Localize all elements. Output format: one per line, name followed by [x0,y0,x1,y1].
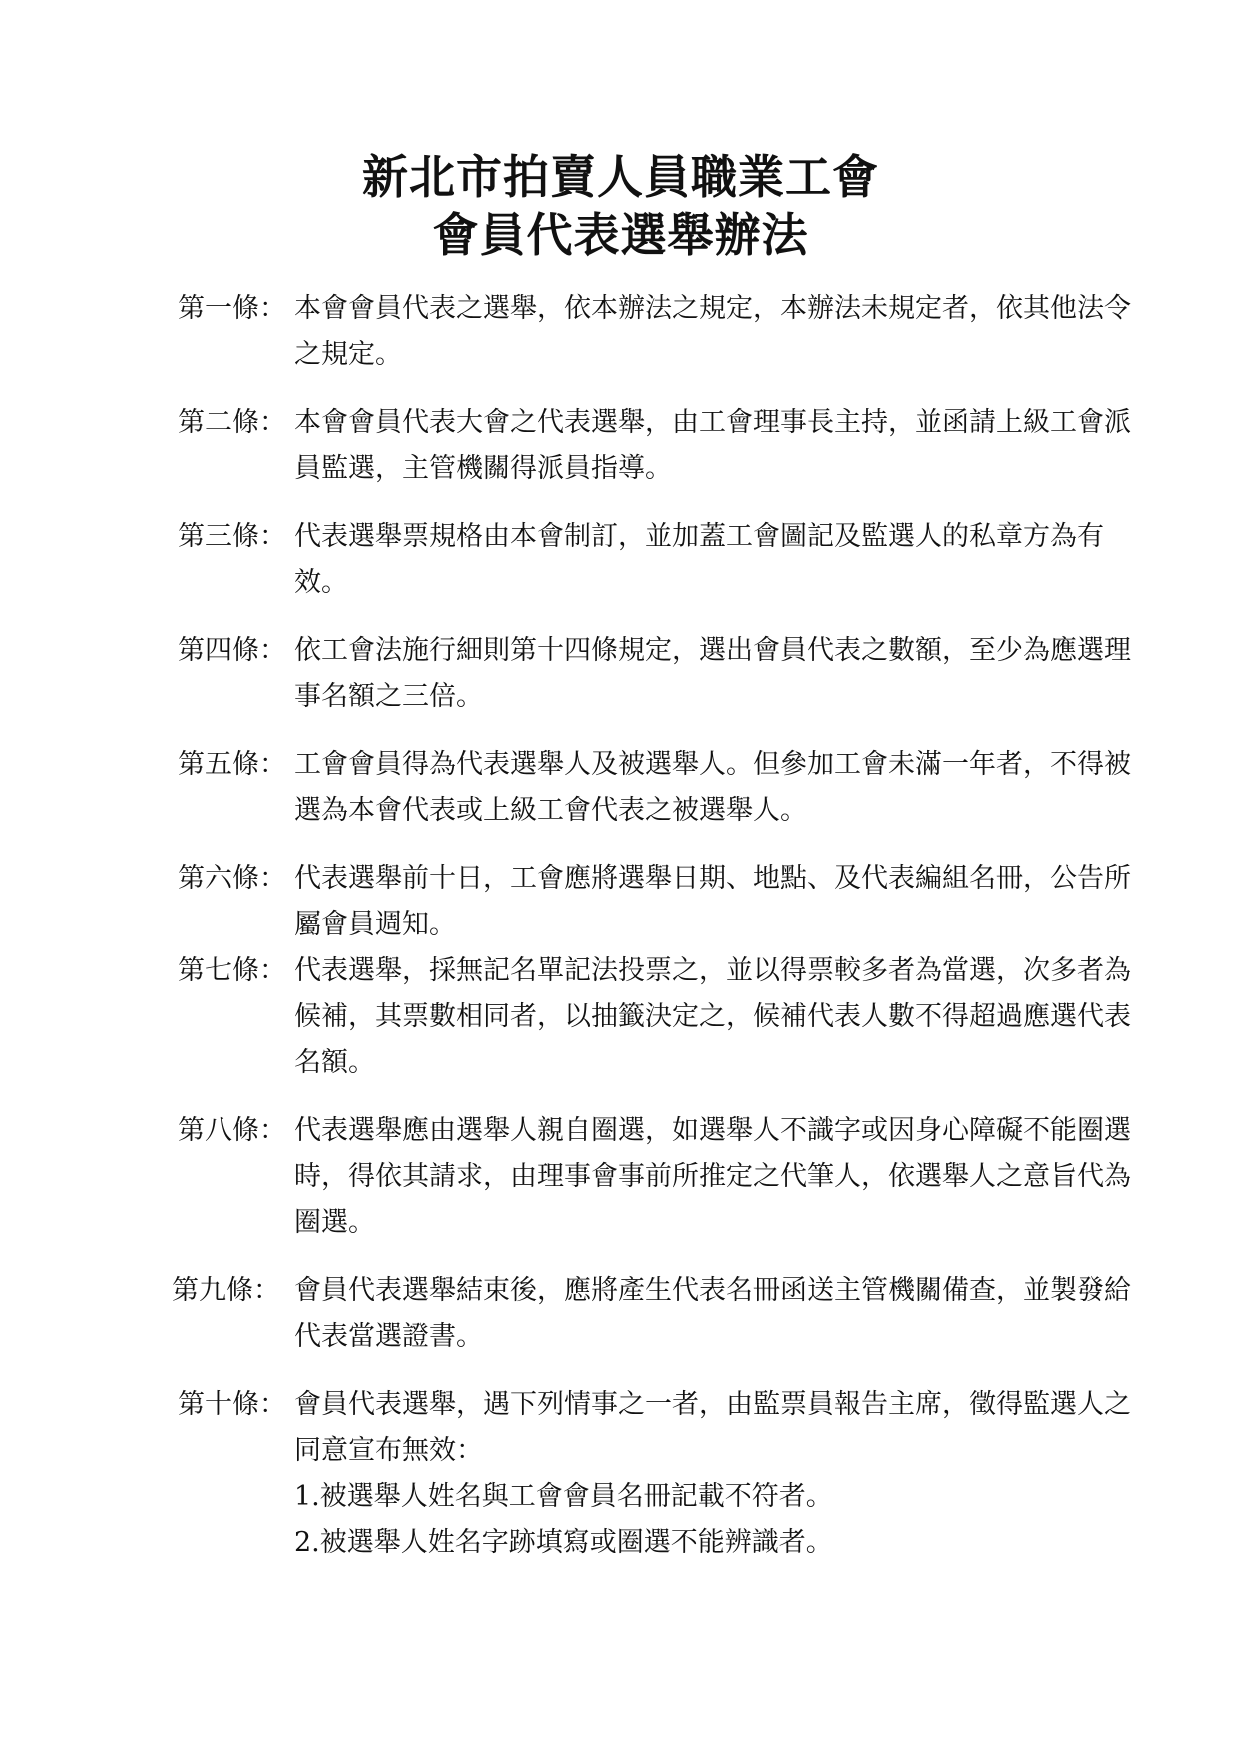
article-4 [178,628,1138,720]
article-item-2: 2.被選舉人姓名字跡填寫或圈選不能辨識者。 [294,1527,833,1558]
article-2 [178,400,1138,492]
article-item-1: 1.被選舉人姓名與工會會員名冊記載不符者。 [294,1481,833,1512]
article-text: 會員代表選舉結束後，應將產生代表名冊函送主管機關備查，並製發給代表當選證書。 [294,1275,1131,1352]
article-label: 第一條： [178,293,286,324]
article-text: 依工會法施行細則第十四條規定，選出會員代表之數額，至少為應選理事名額之三倍。 [294,635,1131,712]
article-7 [178,948,1138,1086]
article-label: 第四條： [178,635,286,666]
article-3 [178,514,1138,606]
article-text: 代表選舉前十日，工會應將選舉日期、地點、及代表編組名冊，公告所屬會員週知。 [294,863,1131,940]
article-text: 本會會員代表之選舉，依本辦法之規定，本辦法未規定者，依其他法令之規定。 [294,293,1131,370]
article-label: 第八條： [178,1115,286,1146]
article-label: 第三條： [178,521,286,552]
article-6 [178,856,1138,948]
article-text: 工會會員得為代表選舉人及被選舉人。但參加工會未滿一年者，不得被選為本會代表或上級工會代表之被選舉人。 [294,749,1131,826]
article-label: 第十條： [178,1389,286,1420]
article-text: 代表選舉票規格由本會制訂，並加蓋工會圖記及監選人的私章方為有效。 [294,521,1104,598]
article-5 [178,742,1138,834]
articles-list [172,286,1138,1588]
article-label: 第七條： [178,955,286,986]
article-text: 代表選舉應由選舉人親自圈選，如選舉人不識字或因身心障礙不能圈選時，得依其請求，由理事會事前所推定之代筆人，依選舉人之意旨代為圈選。 [294,1115,1131,1238]
article-text: 會員代表選舉，遇下列情事之一者，由監票員報告主席，徵得監選人之同意宣布無效： [294,1389,1131,1466]
document-title [0,148,1241,264]
article-9 [172,1268,1138,1360]
article-text: 本會會員代表大會之代表選舉，由工會理事長主持，並函請上級工會派員監選，主管機關得派員指導。 [294,407,1131,484]
title-line-1: 新北市拍賣人員職業工會 [362,150,879,204]
article-text: 代表選舉，採無記名單記法投票之，並以得票較多者為當選，次多者為候補，其票數相同者，以抽籤決定之，候補代表人數不得超過應選代表名額。 [294,955,1131,1078]
article-label: 第九條： [172,1275,280,1306]
article-8 [178,1108,1138,1246]
title-line-2: 會員代表選舉辦法 [432,208,809,262]
article-1 [178,286,1138,378]
article-label: 第五條： [178,749,286,780]
article-10 [178,1382,1138,1566]
article-label: 第二條： [178,407,286,438]
article-label: 第六條： [178,863,286,894]
